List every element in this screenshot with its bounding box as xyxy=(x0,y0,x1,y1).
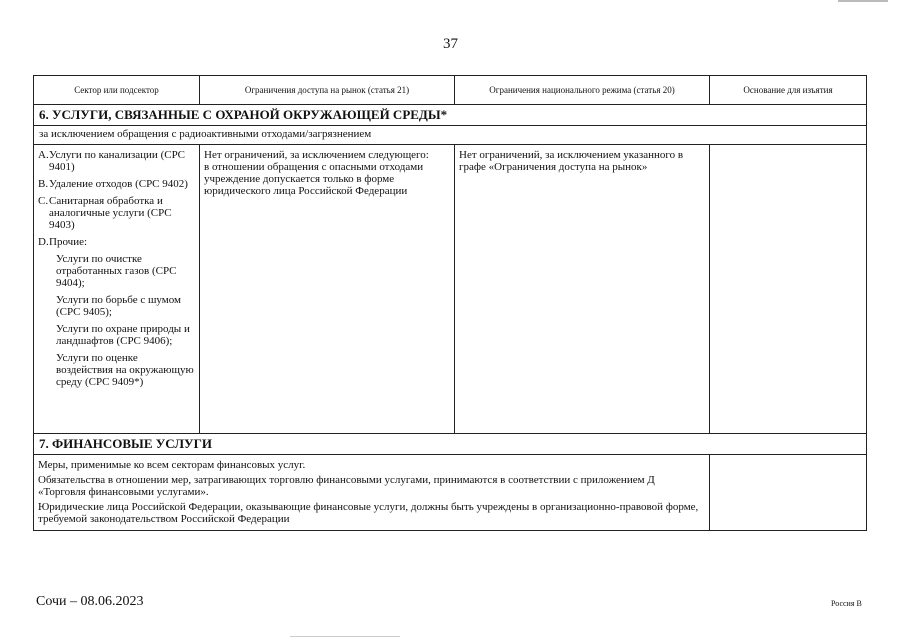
item-text: Санитарная обработка и аналогичные услуги (CPC 9403) xyxy=(49,195,172,231)
item-mark: A. xyxy=(38,149,49,161)
section7-title: 7. ФИНАНСОВЫЕ УСЛУГИ xyxy=(34,434,866,455)
sector-list xyxy=(38,149,195,388)
list-item xyxy=(38,236,195,248)
sub-list-item: Услуги по оценке воздействия на окружающую среду (CPC 9409*) xyxy=(56,352,194,388)
market-access-text-2: в отношении обращения с опасными отходами учреждение допускается только в форме юридического лица Российской Федерации xyxy=(204,161,424,197)
header-national-treatment: Ограничения национального режима (статья 20) xyxy=(455,76,710,104)
header-exemption-basis: Основание для изъятия xyxy=(743,84,833,95)
section7-row xyxy=(34,455,866,530)
item-text: Прочие: xyxy=(49,236,88,248)
list-item xyxy=(38,149,195,173)
section6-title: 6. УСЛУГИ, СВЯЗАННЫЕ С ОХРАНОЙ ОКРУЖАЮЩЕЙ СРЕДЫ* xyxy=(34,105,866,126)
page-number: 37 xyxy=(443,36,458,52)
section6-note: за исключением обращения с радиоактивными отходами/загрязнением xyxy=(34,126,866,145)
national-treatment-text: Нет ограничений, за исключением указанного в графе «Ограничения доступа на рынок» xyxy=(459,149,684,173)
market-access-text-1: Нет ограничений, за исключением следующего: xyxy=(204,149,429,161)
section6-national-treatment-cell xyxy=(455,145,710,433)
item-mark: D. xyxy=(38,236,49,248)
list-item xyxy=(38,195,195,231)
section6-row xyxy=(34,145,866,434)
section7-paragraph: Обязательства в отношении мер, затрагивающих торговлю финансовыми услугами, принимаются в соответствии с приложением Д «Торговля финансовыми услугами». xyxy=(38,474,655,498)
section6-market-access-cell xyxy=(200,145,455,433)
footer-place-date: Сочи – 08.06.2023 xyxy=(36,594,144,609)
footer-country-code: Россия В xyxy=(831,599,862,608)
sub-list-item: Услуги по очистке отработанных газов (CPC 9404); xyxy=(56,253,177,289)
item-mark: C. xyxy=(38,195,49,207)
list-item xyxy=(38,178,195,190)
top-edge-mark xyxy=(838,0,888,2)
header-sector: Сектор или подсектор xyxy=(34,76,200,104)
table-header-row xyxy=(34,76,866,105)
section6-sector-cell xyxy=(34,145,200,433)
item-text: Удаление отходов (CPC 9402) xyxy=(49,178,188,190)
section7-exemption-cell xyxy=(710,455,866,530)
section7-content-cell xyxy=(34,455,710,530)
item-mark: B. xyxy=(38,178,49,190)
bottom-edge-mark xyxy=(290,636,400,637)
section7-paragraph: Юридические лица Российской Федерации, оказывающие финансовые услуги, должны быть учреждены в организационно-правовой форме, требуемой законодательством Российской Федерации xyxy=(38,501,699,525)
sub-list-item: Услуги по борьбе с шумом (CPC 9405); xyxy=(56,294,181,318)
header-market-access: Ограничения доступа на рынок (статья 21) xyxy=(200,76,455,104)
item-text: Услуги по канализации (CPC 9401) xyxy=(49,149,186,173)
section7-paragraph: Меры, применимые ко всем секторам финансовых услуг. xyxy=(38,459,306,471)
section6-exemption-cell xyxy=(710,145,866,433)
sub-list-item: Услуги по охране природы и ландшафтов (CPC 9406); xyxy=(56,323,190,347)
schedule-table xyxy=(33,75,867,531)
